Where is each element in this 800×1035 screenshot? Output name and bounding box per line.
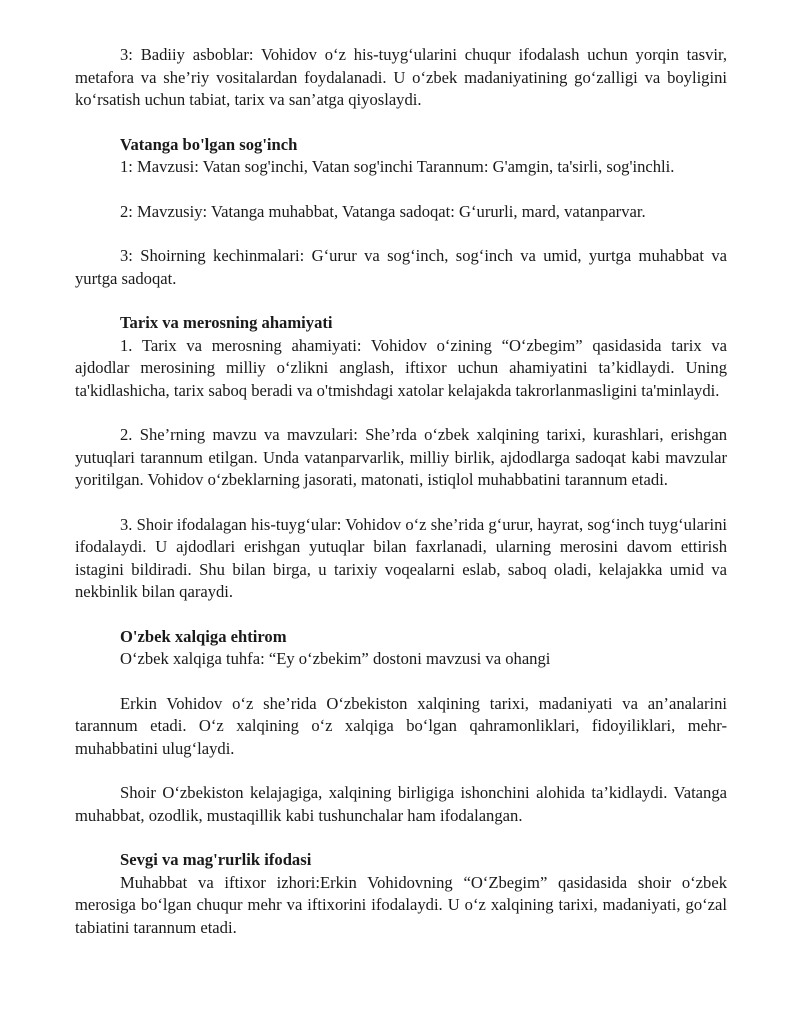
section-heading-homeland-longing: Vatanga bo'lgan sog'inch [120,134,298,154]
paragraph-love-pride: Muhabbat va iftixor izhori:Erkin Vohidovning “O‘Zbegim” qasidasida shoir o‘zbek merosiga bo‘lgan chuqur mehr va iftixorini ifodalaydi. U o‘z xalqining tarixi, madaniyati, go‘zal tabiatini tarannum etadi. [75,872,727,937]
paragraph-subject: 2: Mavzusiy: Vatanga muhabbat, Vatanga sadoqat: G‘ururli, mard, vatanparvar. [120,201,646,221]
section-heading-love-pride: Sevgi va mag'rurlik ifodasi [120,850,312,869]
paragraph-history-importance: 1. Tarix va merosning ahamiyati: Vohidov o‘zining “O‘zbegim” qasidasida tarix va ajdodlar merosining milliy o‘zlikni anglash, iftixor uchun ahamiyatini ta’kidlaydi. Uning ta'kidlashicha, tarix saboq beradi va o'tmishdagi xatolar kelajakda takrorlanmasligini ta'minlaydi. [75,335,727,400]
document-page [75,44,727,939]
paragraph-gift-to-people: O‘zbek xalqiga tuhfa: “Ey o‘zbekim” dostoni mavzusi va ohangi [120,649,551,668]
paragraph-vohidov-celebrates: Erkin Vohidov o‘z she’rida O‘zbekiston xalqining tarixi, madaniyati va an’analarini tarannum etadi. O‘z xalqining o‘z xalqiga bo‘lgan qahramonliklari, fidoyiliklari, mehr-muhabbatini ulug‘laydi. [75,693,727,758]
paragraph-theme: 1: Mavzusi: Vatan sog'inchi, Vatan sog'inchi Tarannum: G'amgin, ta'sirli, sog'inchli. [120,157,675,176]
section-heading-respect-uzbek-people: O'zbek xalqiga ehtirom [120,626,287,646]
paragraph-poem-themes: 2. She’rning mavzu va mavzulari: She’rda o‘zbek xalqining tarixi, kurashlari, erishgan yutuqlari tarannum etilgan. Unda vatanparvarlik, milliy birlik, ajdodlarga sadoqat kabi mavzular yoritilgan. Vohidov o‘zbeklarning jasorati, matonati, istiqlol muhabbatini tarannum etadi. [75,425,727,489]
section-heading-history-heritage: Tarix va merosning ahamiyati [120,313,333,332]
paragraph-poet-feelings: 3: Shoirning kechinmalari: G‘urur va sog‘inch, sog‘inch va umid, yurtga muhabbat va yurtga sadoqat. [75,246,727,288]
paragraph-artistic-devices: 3: Badiiy asboblar: Vohidov o‘z his-tuyg‘ularini chuqur ifodalash uchun yorqin tasvir, metafora va she’riy vositalardan foydalanadi. U o‘zbek madaniyatining go‘zalligi va boyligini ko‘rsatish uchun tabiat, tarix va san’atga qiyoslaydi. [75,45,727,109]
paragraph-expressed-emotions: 3. Shoir ifodalagan his-tuyg‘ular: Vohidov o‘z she’rida g‘urur, hayrat, sog‘inch tuyg‘ularini ifodalaydi. U ajdodlari erishgan yutuqlar bilan faxrlanadi, ularning merosini davom ettirish istagini bildiradi. Shu bilan birga, u tarixiy voqealarni eslab, saboq oladi, kelajakka umid va nekbinlik bilan qaraydi. [75,514,727,601]
paragraph-poet-future: Shoir O‘zbekiston kelajagiga, xalqining birligiga ishonchini alohida ta’kidlaydi. Vatanga muhabbat, ozodlik, mustaqillik kabi tushunchalar ham ifodalangan. [75,783,727,825]
